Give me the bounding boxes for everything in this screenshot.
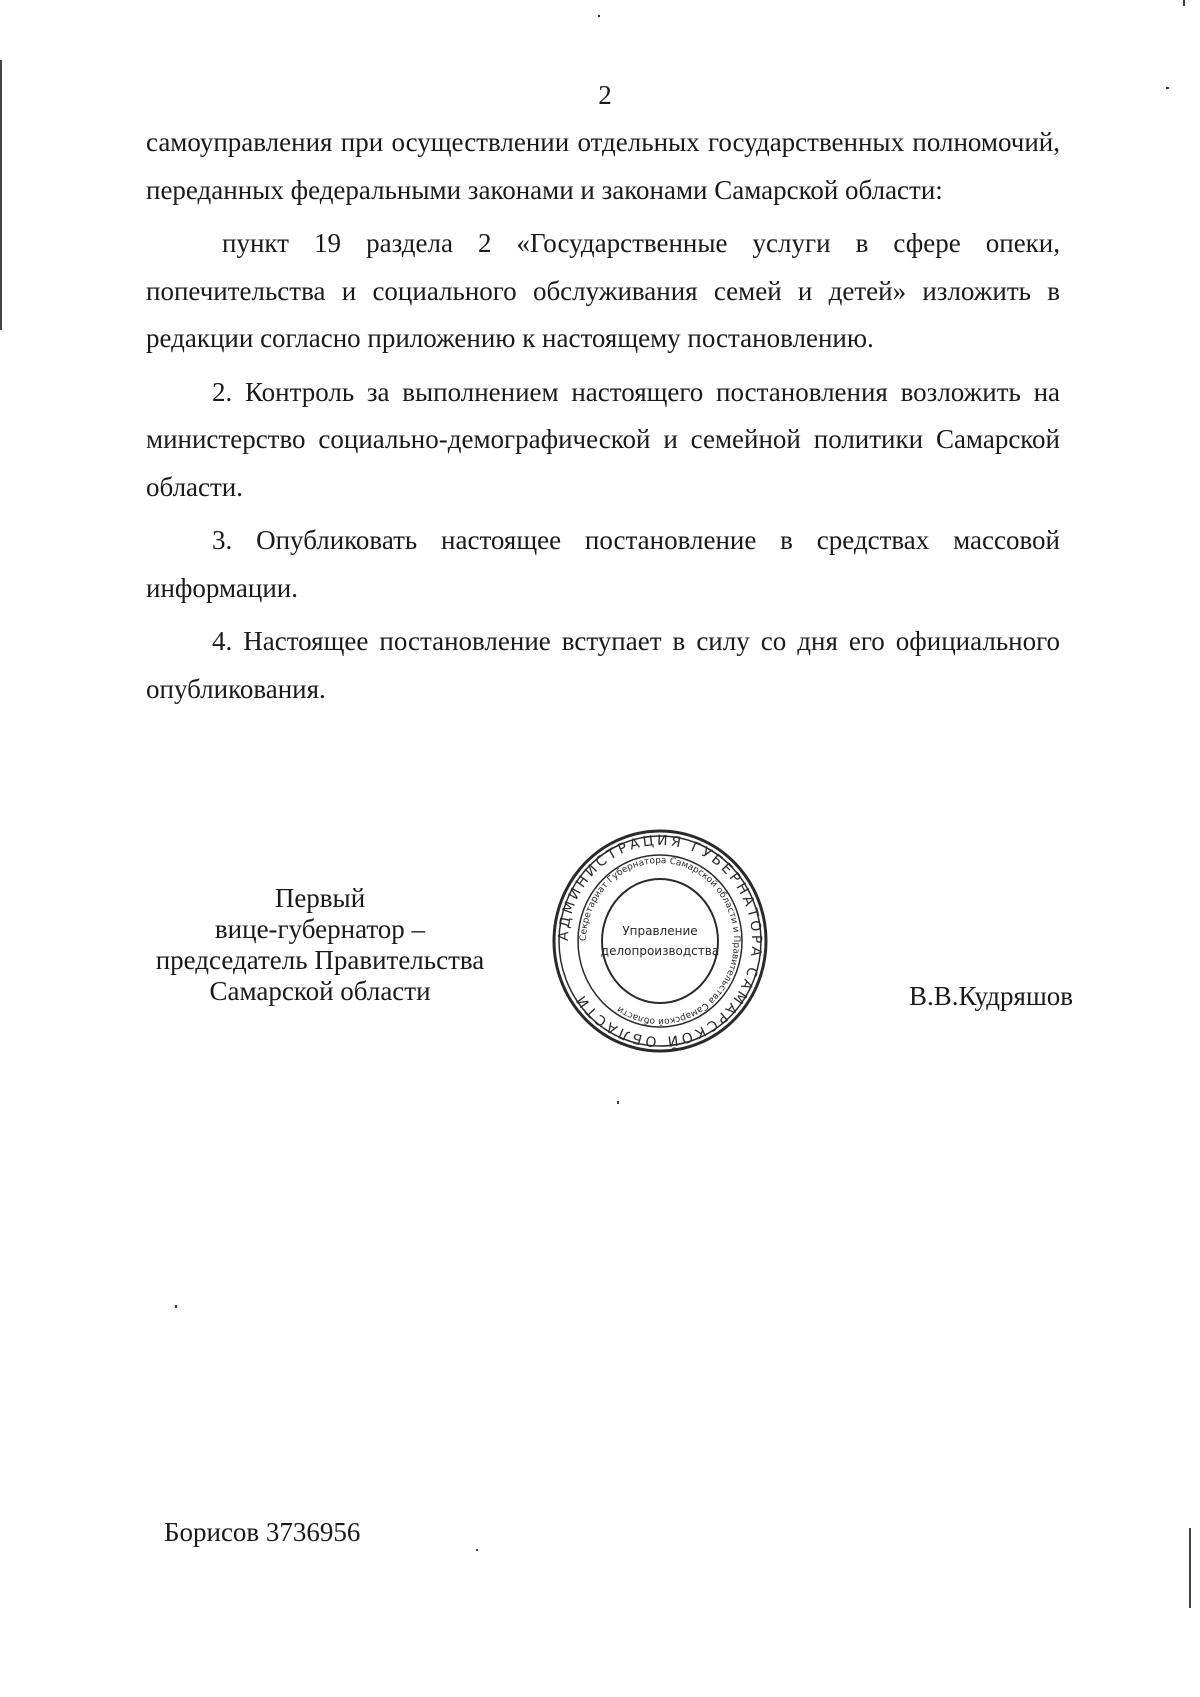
scan-edge-mark (1189, 1528, 1191, 1608)
paragraph-item-3: 3. Опубликовать настоящее постановление в средствах массовой информации. (146, 525, 1060, 603)
official-stamp (549, 827, 771, 1055)
scan-speck (617, 1101, 619, 1104)
scan-speck (1166, 87, 1169, 89)
stamp-center-line-1: Управление (622, 924, 698, 938)
scan-speck (598, 15, 600, 17)
page-number: 2 (598, 80, 612, 110)
stamp-outer-text: АДМИНИСТРАЦИЯ ГУБЕРНАТОРА САМАРСКОЙ ОБЛАСТИ (555, 832, 765, 1050)
paragraph-amendment: пункт 19 раздела 2 «Государственные услуги в сфере опеки, попечительства и социального обслуживания семей и детей» изложить в редакции согласно приложению к настоящему постановлению. (146, 228, 1060, 353)
stamp-center-line-2: делопроизводства (600, 944, 720, 958)
scan-edge-mark (0, 60, 2, 330)
signer-position-line: вице-губернатор – (214, 914, 426, 944)
paragraph-item-2: 2. Контроль за выполнением настоящего постановления возложить на министерство социально-демографической и семейной политики Самарской области. (146, 376, 1060, 502)
executor-contact: Борисов 3736956 (164, 1517, 361, 1547)
signer-position-line: Самарской области (209, 976, 431, 1006)
document-body (146, 119, 1060, 719)
stamp-seal-icon (549, 827, 771, 1055)
paragraph-item-4: 4. Настоящее постановление вступает в силу со дня его официального опубликования. (146, 626, 1060, 704)
signer-position-line: председатель Правительства (155, 945, 485, 975)
signer-position (140, 883, 500, 1007)
scan-speck (175, 1305, 177, 1308)
scan-edge-mark (1183, 0, 1185, 6)
svg-text:Секретариат Губернатора Самарс (579, 856, 741, 1026)
stamp-ring-text: Секретариат Губернатора Самарской области и Правительства Самарской области (578, 855, 742, 1027)
signer-name: В.В.Кудряшов (909, 981, 1073, 1011)
scan-speck (476, 1549, 478, 1551)
signer-position-line: Первый (274, 883, 366, 913)
paragraph-continuation: самоуправления при осуществлении отдельных государственных полномочий, переданных федеральными законами и законами Самарской области: (146, 127, 1060, 205)
